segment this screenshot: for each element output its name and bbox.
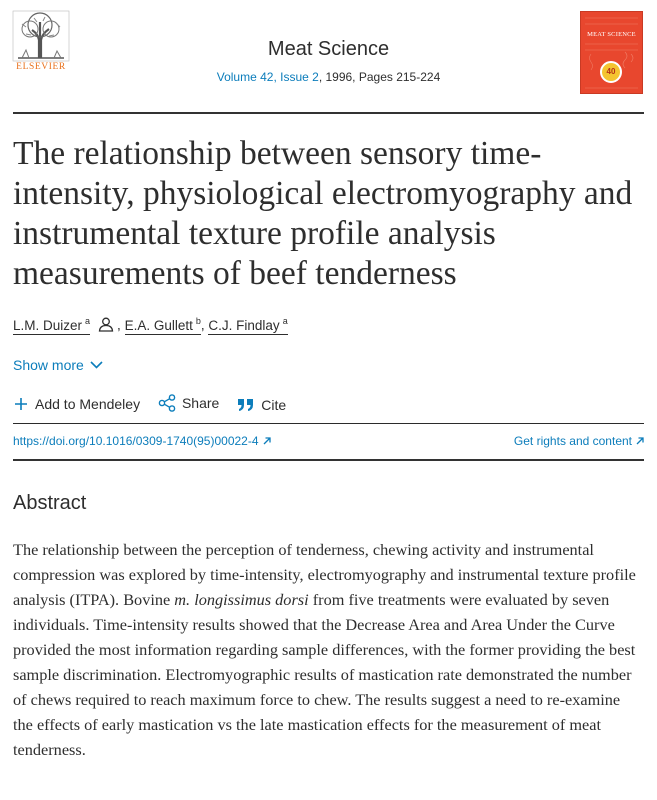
rights-link[interactable] bbox=[514, 434, 644, 448]
links-divider bbox=[13, 459, 644, 461]
author-separator: , bbox=[200, 317, 205, 333]
author-link[interactable] bbox=[125, 318, 201, 335]
add-to-mendeley-button[interactable] bbox=[13, 396, 140, 412]
doi-link[interactable] bbox=[13, 434, 271, 448]
affiliation-marker: a bbox=[85, 316, 91, 326]
badge-number: 40 bbox=[606, 67, 616, 76]
author-name[interactable]: E.A. Gullett bbox=[124, 317, 193, 333]
volume-issue-link[interactable]: Volume 42, Issue 2 bbox=[216, 70, 319, 84]
rights-text[interactable]: Get rights and content bbox=[513, 434, 632, 448]
author-list bbox=[13, 316, 288, 333]
cite-label[interactable]: Cite bbox=[261, 397, 287, 413]
author-name[interactable]: L.M. Duizer bbox=[13, 317, 83, 333]
share-icon bbox=[158, 394, 176, 412]
header-divider bbox=[13, 112, 644, 114]
year-pages: , 1996, Pages 215-224 bbox=[318, 70, 441, 84]
abstract-heading: Abstract bbox=[13, 492, 87, 514]
doi-text[interactable]: https://doi.org/10.1016/0309-1740(95)00022-4 bbox=[13, 434, 259, 448]
author-separator: , bbox=[117, 317, 121, 333]
journal-title[interactable] bbox=[0, 38, 657, 61]
corresponding-author-icon[interactable] bbox=[98, 317, 114, 332]
abstract-text-part: The relationship between the perception of tenderness, chewing activity and instrumental compression was explored by time-intensity, electromyography and instrumental texture profile analysis (ITPA). Bovine bbox=[13, 540, 636, 609]
anniversary-badge bbox=[600, 61, 622, 83]
share-button[interactable] bbox=[158, 394, 219, 412]
journal-issue-info bbox=[0, 70, 657, 84]
affiliation-marker: b bbox=[195, 316, 201, 326]
abstract-text-part: from five treatments were evaluated by seven individuals. Time-intensity results showed that the Decrease Area and Area Under the Curve provided the most information regarding sample differences, with the former providing the best sample discrimination. Electromyographic results of mastication rate demonstrated the number of chews required to reach maximum force to chew. The results suggest a need to re-examine the effects of early mastication vs the late mastication effects for the measurement of meat tenderness. bbox=[13, 590, 636, 759]
external-link-icon bbox=[263, 437, 271, 445]
cover-title: MEAT SCIENCE bbox=[587, 31, 636, 38]
quote-icon bbox=[237, 398, 255, 412]
share-label[interactable]: Share bbox=[181, 395, 220, 411]
show-more-label[interactable]: Show more bbox=[13, 357, 84, 373]
actions-divider bbox=[13, 423, 644, 424]
journal-cover-image[interactable] bbox=[580, 11, 643, 94]
chevron-down-icon bbox=[90, 361, 103, 369]
plus-icon bbox=[13, 396, 29, 412]
journal-title-link[interactable]: Meat Science bbox=[267, 38, 390, 60]
external-link-icon bbox=[636, 437, 644, 445]
article-actions bbox=[13, 394, 300, 415]
abstract-text bbox=[13, 537, 643, 762]
publisher-name: ELSEVIER bbox=[16, 62, 66, 72]
add-to-mendeley-label[interactable]: Add to Mendeley bbox=[35, 396, 141, 412]
author-link[interactable] bbox=[208, 318, 287, 335]
article-title: The relationship between sensory time-intensity, physiological electromyography and instrumental texture profile analysis measurements of beef tenderness bbox=[13, 135, 633, 292]
affiliation-marker: a bbox=[282, 316, 288, 326]
author-link[interactable] bbox=[13, 318, 90, 335]
abstract-italic-term: m. longissimus dorsi bbox=[174, 590, 309, 609]
author-name[interactable]: C.J. Findlay bbox=[208, 317, 280, 333]
cite-button[interactable] bbox=[237, 397, 286, 413]
show-more-button[interactable] bbox=[13, 357, 103, 373]
